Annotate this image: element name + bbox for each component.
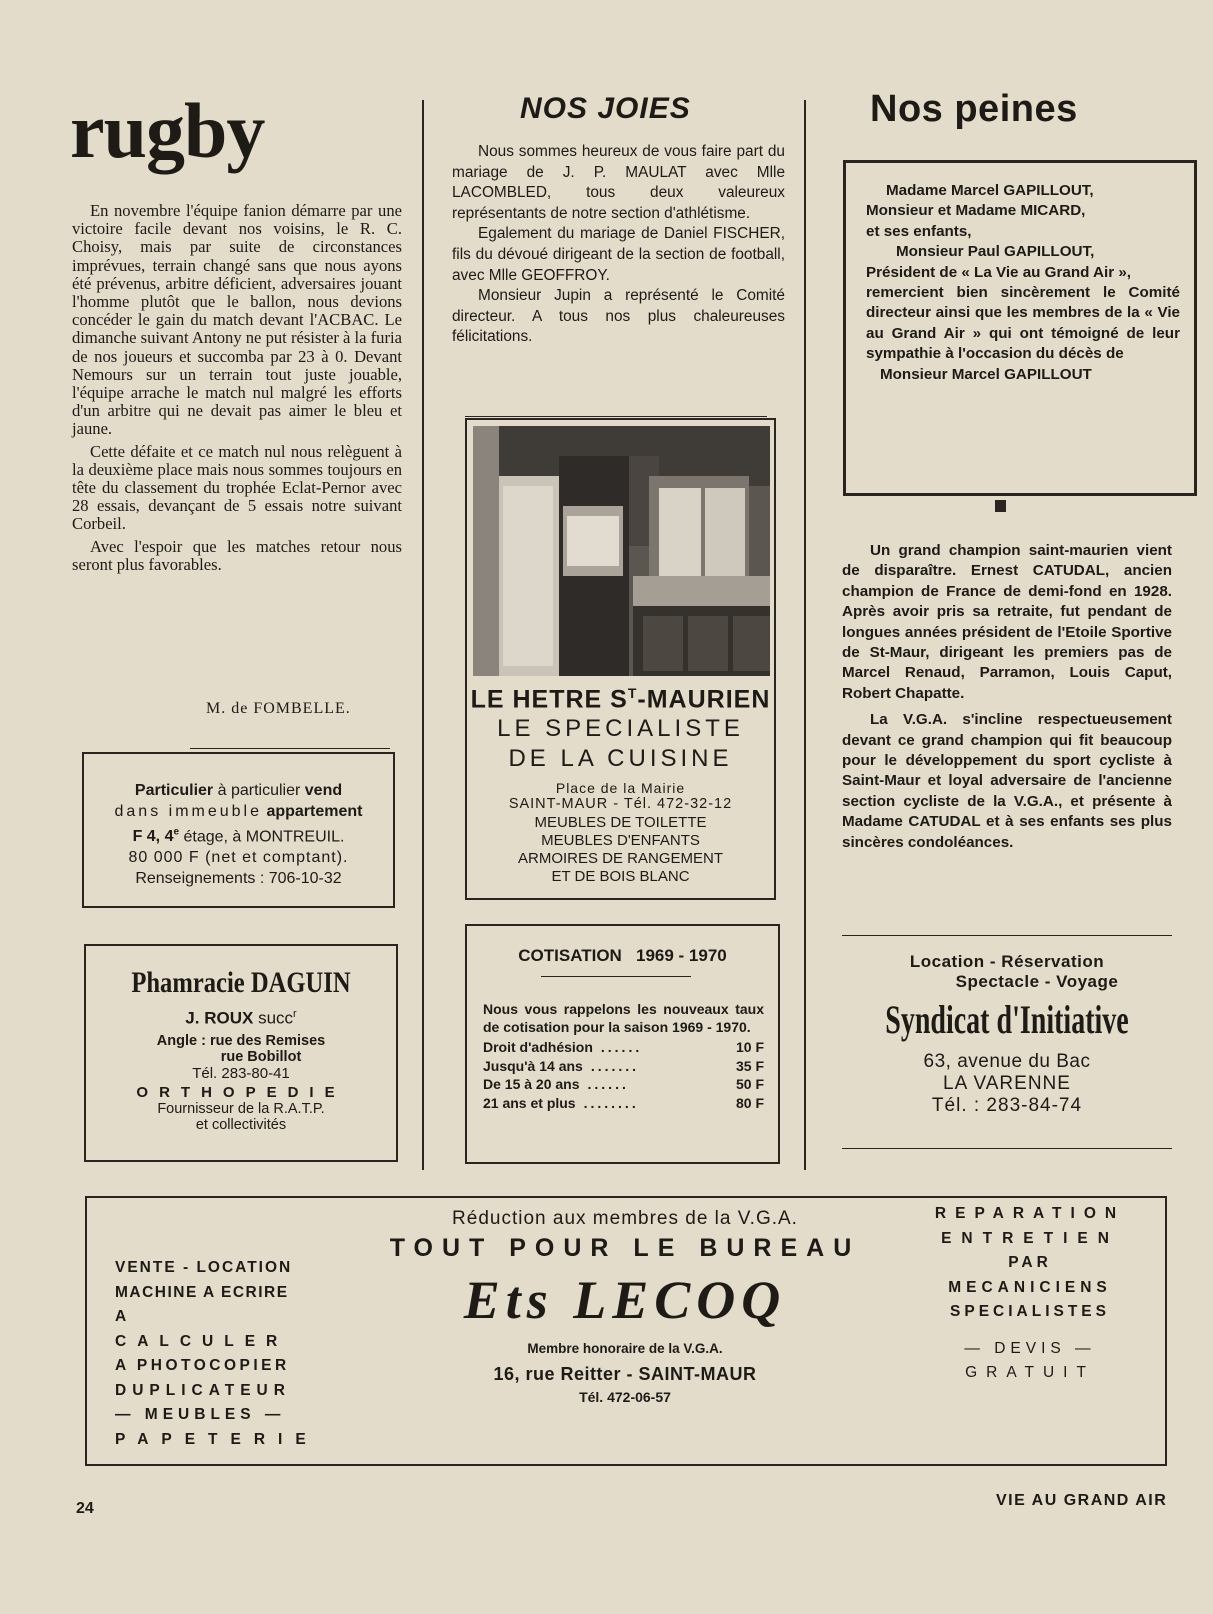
- lecoq-devis: — DEVIS —: [964, 1339, 1096, 1357]
- deces-line: Président de « La Vie au Grand Air »,: [866, 263, 1132, 281]
- column-rule-left: [422, 100, 424, 1170]
- lecoq-right-item: ENTRETIEN: [941, 1229, 1119, 1247]
- pharmacy-address-label: Angle :: [156, 1032, 206, 1049]
- cotisation-row: [483, 1038, 764, 1057]
- lecoq-member: Membre honoraire de la V.G.A.: [527, 1341, 723, 1356]
- divider: [465, 416, 767, 417]
- ad-text: étage, à MONTREUIL.: [183, 828, 345, 846]
- peines-title: Nos peines: [870, 88, 1078, 130]
- pharmacy-address: rue des Remises: [209, 1032, 326, 1049]
- syndicat-name: Syndicat d'Initiative: [885, 997, 1129, 1042]
- deces-line: Madame Marcel GAPILLOUT,: [886, 182, 1094, 199]
- cotisation-table: [483, 1038, 764, 1112]
- cotisation-dots: ......: [600, 1039, 643, 1055]
- rugby-paragraph: Avec l'espoir que les matches retour nous seront plus favorables.: [72, 536, 402, 574]
- pharmacy-owner-sup: r: [293, 1008, 297, 1020]
- hetre-item: ET DE BOIS BLANC: [551, 868, 690, 886]
- cotisation-box: [465, 924, 780, 1164]
- ad-text: Renseignements : 706-10-32: [135, 870, 342, 888]
- lecoq-left-item: A PHOTOCOPIER: [115, 1357, 290, 1374]
- cotisation-price: 10 F: [735, 1039, 764, 1055]
- ad-syndicat: [842, 936, 1172, 1156]
- hetre-text: [467, 678, 774, 886]
- divider: [541, 976, 691, 977]
- rugby-paragraph: En novembre l'équipe fanion démarre par une victoire facile devant nos voisins, le R. C. Choisy, mais par suite de circonstances imprévues, terrain changé sans que nous ayons été prévenus, arbitre déficient, adversaires jouant l'homme plutôt que le ballon, nous devions concéder le gain du match devant l'ACBAC. Le dimanche suivant Antony ne put résister à la furia de nos joueurs et succomba par 23 à 0. Devant Nemours sur un terrain tout juste jouable, l'équipe arrache le match nul malgré les efforts d'un arbitre qui ne devait pas aimer le bleu et jaune.: [72, 201, 402, 439]
- lecoq-address: 16, rue Reitter - SAINT-MAUR: [493, 1364, 757, 1384]
- joies-paragraph: Monsieur Jupin a représenté le Comité directeur. A tous nos plus chaleureuses félicitations.: [452, 287, 785, 346]
- lecoq-devis: GRATUIT: [965, 1364, 1095, 1381]
- lecoq-headline: TOUT POUR LE BUREAU: [389, 1234, 861, 1262]
- lecoq-left-item: PAPETERIE: [115, 1430, 319, 1448]
- ad-text: 80 000 F (net et comptant).: [128, 849, 349, 867]
- deces-line: Monsieur et Madame MICARD,: [866, 202, 1086, 220]
- lecoq-left-list: [115, 1256, 325, 1452]
- ad-pharmacie: [84, 944, 398, 1162]
- catudal-article: [842, 541, 1172, 859]
- hetre-name: -MAURIEN: [637, 685, 771, 714]
- lecoq-left-item: DUPLICATEUR: [115, 1381, 291, 1399]
- pharmacy-owner-suffix: succ: [258, 1008, 294, 1028]
- deces-notice: [843, 160, 1197, 496]
- cotisation-row: [483, 1057, 764, 1076]
- pharmacy-name: Phamracie DAGUIN: [131, 966, 351, 999]
- rugby-title: rugby: [70, 87, 265, 174]
- joies-paragraph: Egalement du mariage de Daniel FISCHER, fils du dévoué dirigeant de la section de football, avec Mlle GEOFFROY.: [452, 225, 785, 284]
- lecoq-center: [345, 1208, 905, 1405]
- pharmacy-address: rue Bobillot: [220, 1048, 302, 1065]
- hetre-address: Place de la Mairie: [555, 780, 686, 797]
- pharmacy-specialty: ORTHOPEDIE: [136, 1083, 346, 1101]
- lecoq-tel: Tél. 472-06-57: [579, 1389, 671, 1405]
- cotisation-label: 21 ans et plus: [483, 1094, 576, 1111]
- cotisation-dots: .......: [590, 1057, 640, 1074]
- cotisation-label: De 15 à 20 ans: [483, 1076, 580, 1092]
- hetre-item: MEUBLES D'ENFANTS: [541, 832, 700, 850]
- syndicat-tel: Tél. : 283-84-74: [931, 1095, 1083, 1116]
- lecoq-left-item: VENTE - LOCATION: [115, 1259, 293, 1276]
- ad-text: vend: [304, 782, 343, 799]
- hetre-tel: SAINT-MAUR - Tél. 472-32-12: [508, 796, 733, 813]
- ad-text: F 4, 4: [132, 828, 174, 846]
- cotisation-title: COTISATION: [518, 946, 622, 965]
- hetre-item: MEUBLES DE TOILETTE: [534, 814, 707, 832]
- lecoq-right-list: [925, 1202, 1135, 1386]
- hetre-line: LE SPECIALISTE: [497, 715, 744, 743]
- pharmacy-tel: Tél. 283-80-41: [192, 1064, 290, 1082]
- cotisation-row: [483, 1094, 764, 1113]
- hetre-line: DE LA CUISINE: [508, 745, 733, 773]
- ad-text: Particulier: [134, 782, 214, 799]
- syndicat-address: 63, avenue du Bac: [923, 1051, 1091, 1072]
- cotisation-dots: ......: [587, 1076, 629, 1092]
- lecoq-right-item: REPARATION: [934, 1205, 1126, 1222]
- cotisation-price: 50 F: [735, 1076, 764, 1092]
- deces-line: remercient bien sincèrement le Comité directeur ainsi que les membres de la « Vie au Grand Air » qui ont témoigné de leur sympathie à l'occasion du décès de: [866, 284, 1180, 363]
- joies-title: NOS JOIES: [520, 92, 691, 125]
- kitchen-photo-image: [473, 426, 770, 676]
- cotisation-intro: Nous vous rappelons les nouveaux taux de cotisation pour la saison 1969 - 1970.: [483, 1001, 764, 1035]
- ad-lecoq: [85, 1196, 1167, 1466]
- ad-text: à particulier: [217, 782, 301, 799]
- ad-text: dans immeuble: [114, 803, 262, 820]
- divider: [842, 1148, 1172, 1149]
- rugby-article: [72, 202, 402, 578]
- hetre-name-sup: T: [627, 685, 638, 701]
- cotisation-years: 1969 - 1970: [636, 946, 727, 965]
- catudal-paragraph: La V.G.A. s'incline respectueusement devant ce grand champion qui fit beaucoup pour le développement du sport cycliste à Saint-Maur et loyal adversaire de l'ancienne section cycliste de la V.G.A., et présente à Madame CATUDAL et à ses enfants ses plus sincères condoléances.: [842, 711, 1172, 851]
- page-number: 24: [76, 1500, 94, 1517]
- column-rule-right: [804, 100, 806, 1170]
- lecoq-name: Ets LECOQ: [463, 1270, 787, 1330]
- lecoq-left-item: A CALCULER: [115, 1308, 289, 1350]
- cotisation-price: 35 F: [735, 1057, 764, 1074]
- catudal-paragraph: Un grand champion saint-maurien vient de disparaître. Ernest CATUDAL, ancien champion de France de demi-fond en 1928. Après avoir pris sa retraite, fut pendant de longues années président de l'Etoile Sportive de St-Maur, dirigeant les premiers pas de Marcel Renaud, Parramon, Louis Caput, Robert Chapatte.: [842, 542, 1172, 702]
- journal-name: VIE AU GRAND AIR: [996, 1492, 1168, 1509]
- lecoq-right-item: SPECIALISTES: [950, 1303, 1110, 1320]
- syndicat-line: Location - Réservation: [909, 952, 1105, 971]
- deces-line: Monsieur Marcel GAPILLOUT: [880, 365, 1092, 383]
- hetre-name: LE HETRE S: [470, 685, 628, 714]
- cotisation-price: 80 F: [735, 1094, 764, 1111]
- ad-text: appartement: [266, 803, 363, 820]
- kitchen-photo: [473, 426, 770, 676]
- lecoq-reduction: Réduction aux membres de la V.G.A.: [452, 1208, 798, 1229]
- divider: [190, 748, 390, 749]
- pharmacy-supplier: Fournisseur de la R.A.T.P.: [157, 1100, 325, 1117]
- deces-line: Monsieur Paul GAPILLOUT,: [896, 243, 1095, 261]
- cotisation-dots: ........: [583, 1094, 639, 1111]
- separator-square-icon: [995, 500, 1006, 512]
- lecoq-right-item: MECANICIENS: [948, 1278, 1112, 1296]
- ad-hetre-st-maurien: [465, 418, 776, 900]
- ad-text: e: [173, 827, 180, 838]
- rugby-paragraph: Cette défaite et ce match nul nous relèguent à la deuxième place mais nous sommes toujours en tête du classement du trophée Eclat-Pernor avec 28 essais, devançant de 5 essais notre suivant Corbeil.: [72, 441, 402, 534]
- cotisation-label: Jusqu'à 14 ans: [483, 1057, 583, 1074]
- pharmacy-owner: J. ROUX: [185, 1008, 254, 1028]
- lecoq-left-item: MACHINE A ECRIRE: [115, 1283, 289, 1301]
- lecoq-right-item: PAR: [1008, 1254, 1052, 1271]
- cotisation-row: [483, 1075, 764, 1094]
- rugby-signature: M. de FOMBELLE.: [206, 700, 351, 717]
- pharmacy-supplier: et collectivités: [195, 1116, 287, 1133]
- ad-appartement: [82, 752, 395, 908]
- joies-paragraph: Nous sommes heureux de vous faire part du mariage de J. P. MAULAT avec Mlle LACOMBLED, tous deux valeureux représentants de notre section d'athlétisme.: [452, 143, 785, 222]
- joies-article: [452, 142, 785, 348]
- hetre-item: ARMOIRES DE RANGEMENT: [517, 850, 724, 868]
- syndicat-address: LA VARENNE: [943, 1073, 1071, 1094]
- deces-line: et ses enfants,: [866, 222, 972, 240]
- syndicat-line: Spectacle - Voyage: [955, 972, 1119, 991]
- lecoq-left-item: — MEUBLES —: [115, 1406, 286, 1423]
- cotisation-label: Droit d'adhésion: [483, 1039, 593, 1055]
